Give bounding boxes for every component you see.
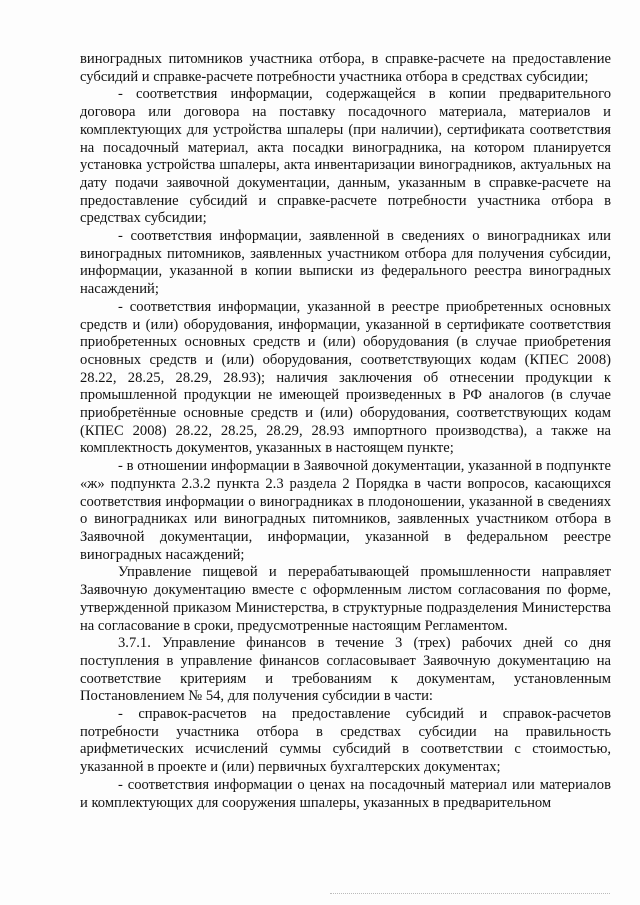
- paragraph-continuation: виноградных питомников участника отбора, в справке-расчете на предоставление субсидий и справке-расчете потребности участника отбора в средствах субсидии;: [80, 51, 611, 85]
- paragraph-food-industry-dept: Управление пищевой и перерабатывающей промышленности направляет Заявочную документацию вместе с оформленным листом согласования по форме, утвержденной приказом Министерства, в структурные подразделения Министерства на согласование в сроки, предусмотренные настоящим Регламентом.: [80, 564, 611, 634]
- document-body: [80, 51, 611, 812]
- paragraph-3-7-1: 3.7.1. Управление финансов в течение 3 (трех) рабочих дней со дня поступления в управление финансов согласовывает Заявочную документацию на соответствие критериям и требованиям к документам, установленным Постановлением № 54, для получения субсидии в части:: [80, 635, 611, 705]
- paragraph-fixed-assets: - соответствия информации, указанной в реестре приобретенных основных средств и (или) оборудования, информации, указанной в сертификате соответствия приобретенных основных средств и (или) оборудования (в случае приобретения основных средств и (или) оборудования, соответствующих кодам (КПЕС 2008) 28.22, 28.25, 28.29, 28.93); наличия заключения об отнесении продукции к промышленной продукции не имеющей произведенных в РФ аналогов (в случае приобретённые основные средств и (или) оборудования, соответствующих кодам (КПЕС 2008) 28.22, 28.25, 28.29, 28.93 импортного производства), а также на комплектность документов, указанных в настоящем пункте;: [80, 298, 611, 457]
- paragraph-vineyard-registry: - соответствия информации, заявленной в сведениях о виноградниках или виноградных питомников, заявленных участником отбора для получения субсидии, информации, указанной в копии выписки из федерального реестра виноградных насаждений;: [80, 228, 611, 298]
- paragraph-prices: - соответствия информации о ценах на посадочный материал или материалов и комплектующих для сооружения шпалеры, указанных в предварительном: [80, 776, 611, 811]
- paragraph-calculations: - справок-расчетов на предоставление субсидий и справок-расчетов потребности участника отбора в средствах субсидии на правильность арифметических исчислений суммы субсидий в соответствии с стоимостью, указанной в проекте и (или) первичных бухгалтерских документах;: [80, 706, 611, 776]
- scan-artifact-divider: [330, 893, 610, 898]
- paragraph-contract-compliance: - соответствия информации, содержащейся в копии предварительного договора или договора на поставку посадочного материала, материалов и комплектующих для устройства шпалеры (при наличии), сертификата соответствия на посадочный материал, акта посадки виноградника, на котором планируется установка устройства шпалеры, акта инвентаризации виноградников, актуальных на дату подачи заявочной документации, данным, указанным в справке-расчете на предоставление субсидий и справке-расчете потребности участника отбора в средствах субсидии;: [80, 86, 611, 227]
- paragraph-application-docs: - в отношении информации в Заявочной документации, указанной в подпункте «ж» подпункта 2.3.2 пункта 2.3 раздела 2 Порядка в части вопросов, касающихся соответствия информации о виноградниках в плодоношении, указанной в сведениях о виноградниках или виноградных питомников, заявленных участником отбора в Заявочной документации, информации, указанной в федеральном реестре виноградных насаждений;: [80, 458, 611, 563]
